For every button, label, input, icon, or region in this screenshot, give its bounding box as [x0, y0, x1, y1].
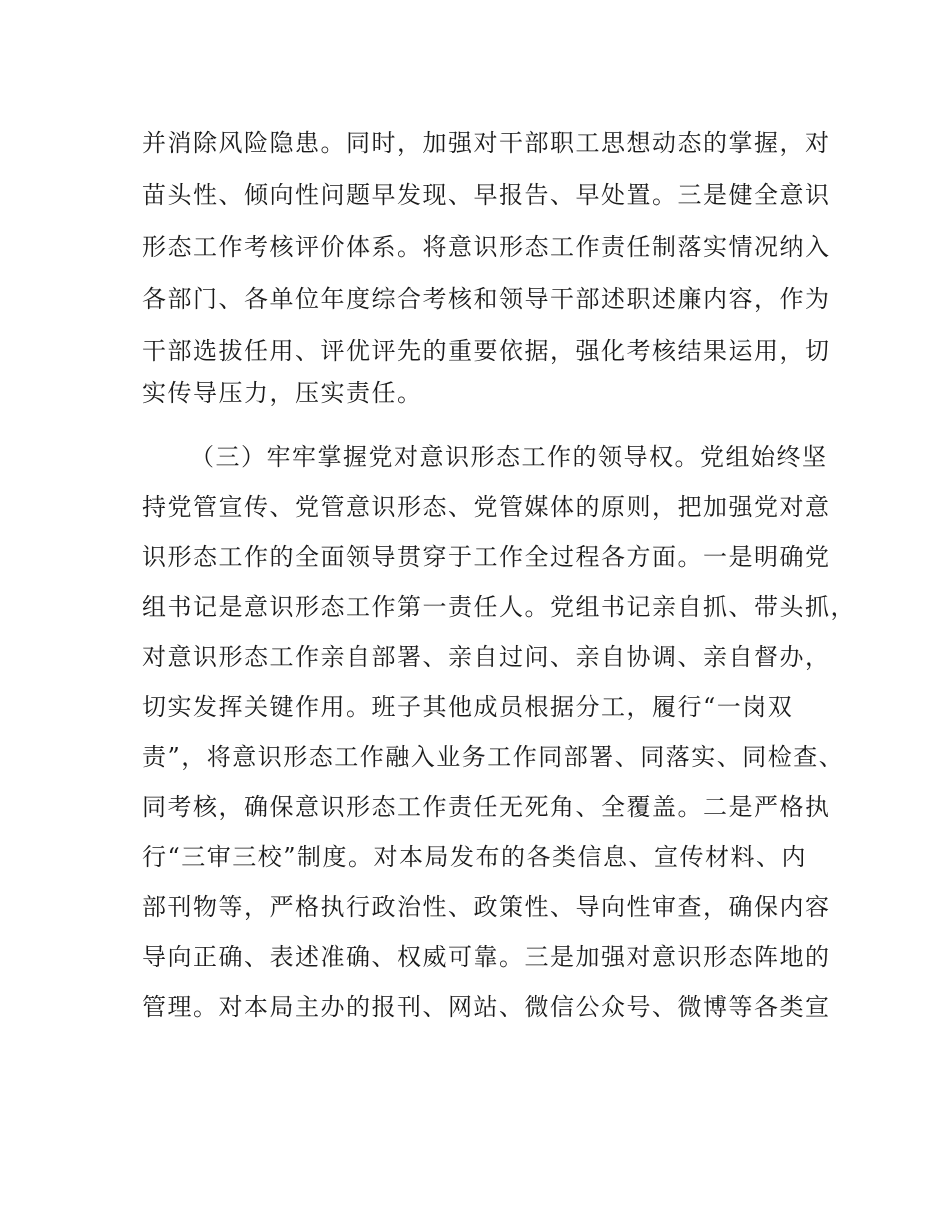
paragraph-2-line-6: 切实发挥关键作用。班子其他成员根据分工，履行“一岗双 — [142, 693, 794, 721]
paragraph-2-line-2: 持党管宣传、党管意识形态、党管媒体的原则，把加强党对意 — [142, 493, 831, 521]
paragraph-1-line-1: 并消除风险隐患。同时，加强对干部职工思想动态的掌握，对 — [142, 129, 831, 157]
paragraph-1-line-4: 各部门、各单位年度综合考核和领导干部述职述廉内容，作为 — [142, 285, 831, 313]
paragraph-1-line-5: 干部选拔任用、评优评先的重要依据，强化考核结果运用，切 — [142, 337, 831, 365]
paragraph-1-line-6: 实传导压力，压实责任。 — [142, 379, 423, 407]
paragraph-2-line-10: 部刊物等，严格执行政治性、政策性、导向性审查，确保内容 — [142, 893, 831, 921]
paragraph-2-line-4: 组书记是意识形态工作第一责任人。党组书记亲自抓、带头抓， — [142, 593, 856, 621]
paragraph-2-line-11: 导向正确、表述准确、权威可靠。三是加强对意识形态阵地的 — [142, 943, 831, 971]
paragraph-1-line-3: 形态工作考核评价体系。将意识形态工作责任制落实情况纳入 — [142, 233, 831, 261]
paragraph-2-line-7: 责”，将意识形态工作融入业务工作同部署、同落实、同检查、 — [142, 743, 845, 771]
paragraph-2-line-8: 同考核，确保意识形态工作责任无死角、全覆盖。二是严格执 — [142, 793, 831, 821]
paragraph-2-line-1: （三）牢牢掌握党对意识形态工作的领导权。党组始终坚 — [190, 443, 828, 471]
paragraph-1-line-2: 苗头性、倾向性问题早发现、早报告、早处置。三是健全意识 — [142, 181, 831, 209]
paragraph-2-line-3: 识形态工作的全面领导贯穿于工作全过程各方面。一是明确党 — [142, 543, 831, 571]
paragraph-2-line-12: 管理。对本局主办的报刊、网站、微信公众号、微博等各类宣 — [142, 993, 831, 1021]
paragraph-2-line-5: 对意识形态工作亲自部署、亲自过问、亲自协调、亲自督办， — [142, 643, 831, 671]
paragraph-2-line-9: 行“三审三校”制度。对本局发布的各类信息、宣传材料、内 — [142, 843, 808, 871]
